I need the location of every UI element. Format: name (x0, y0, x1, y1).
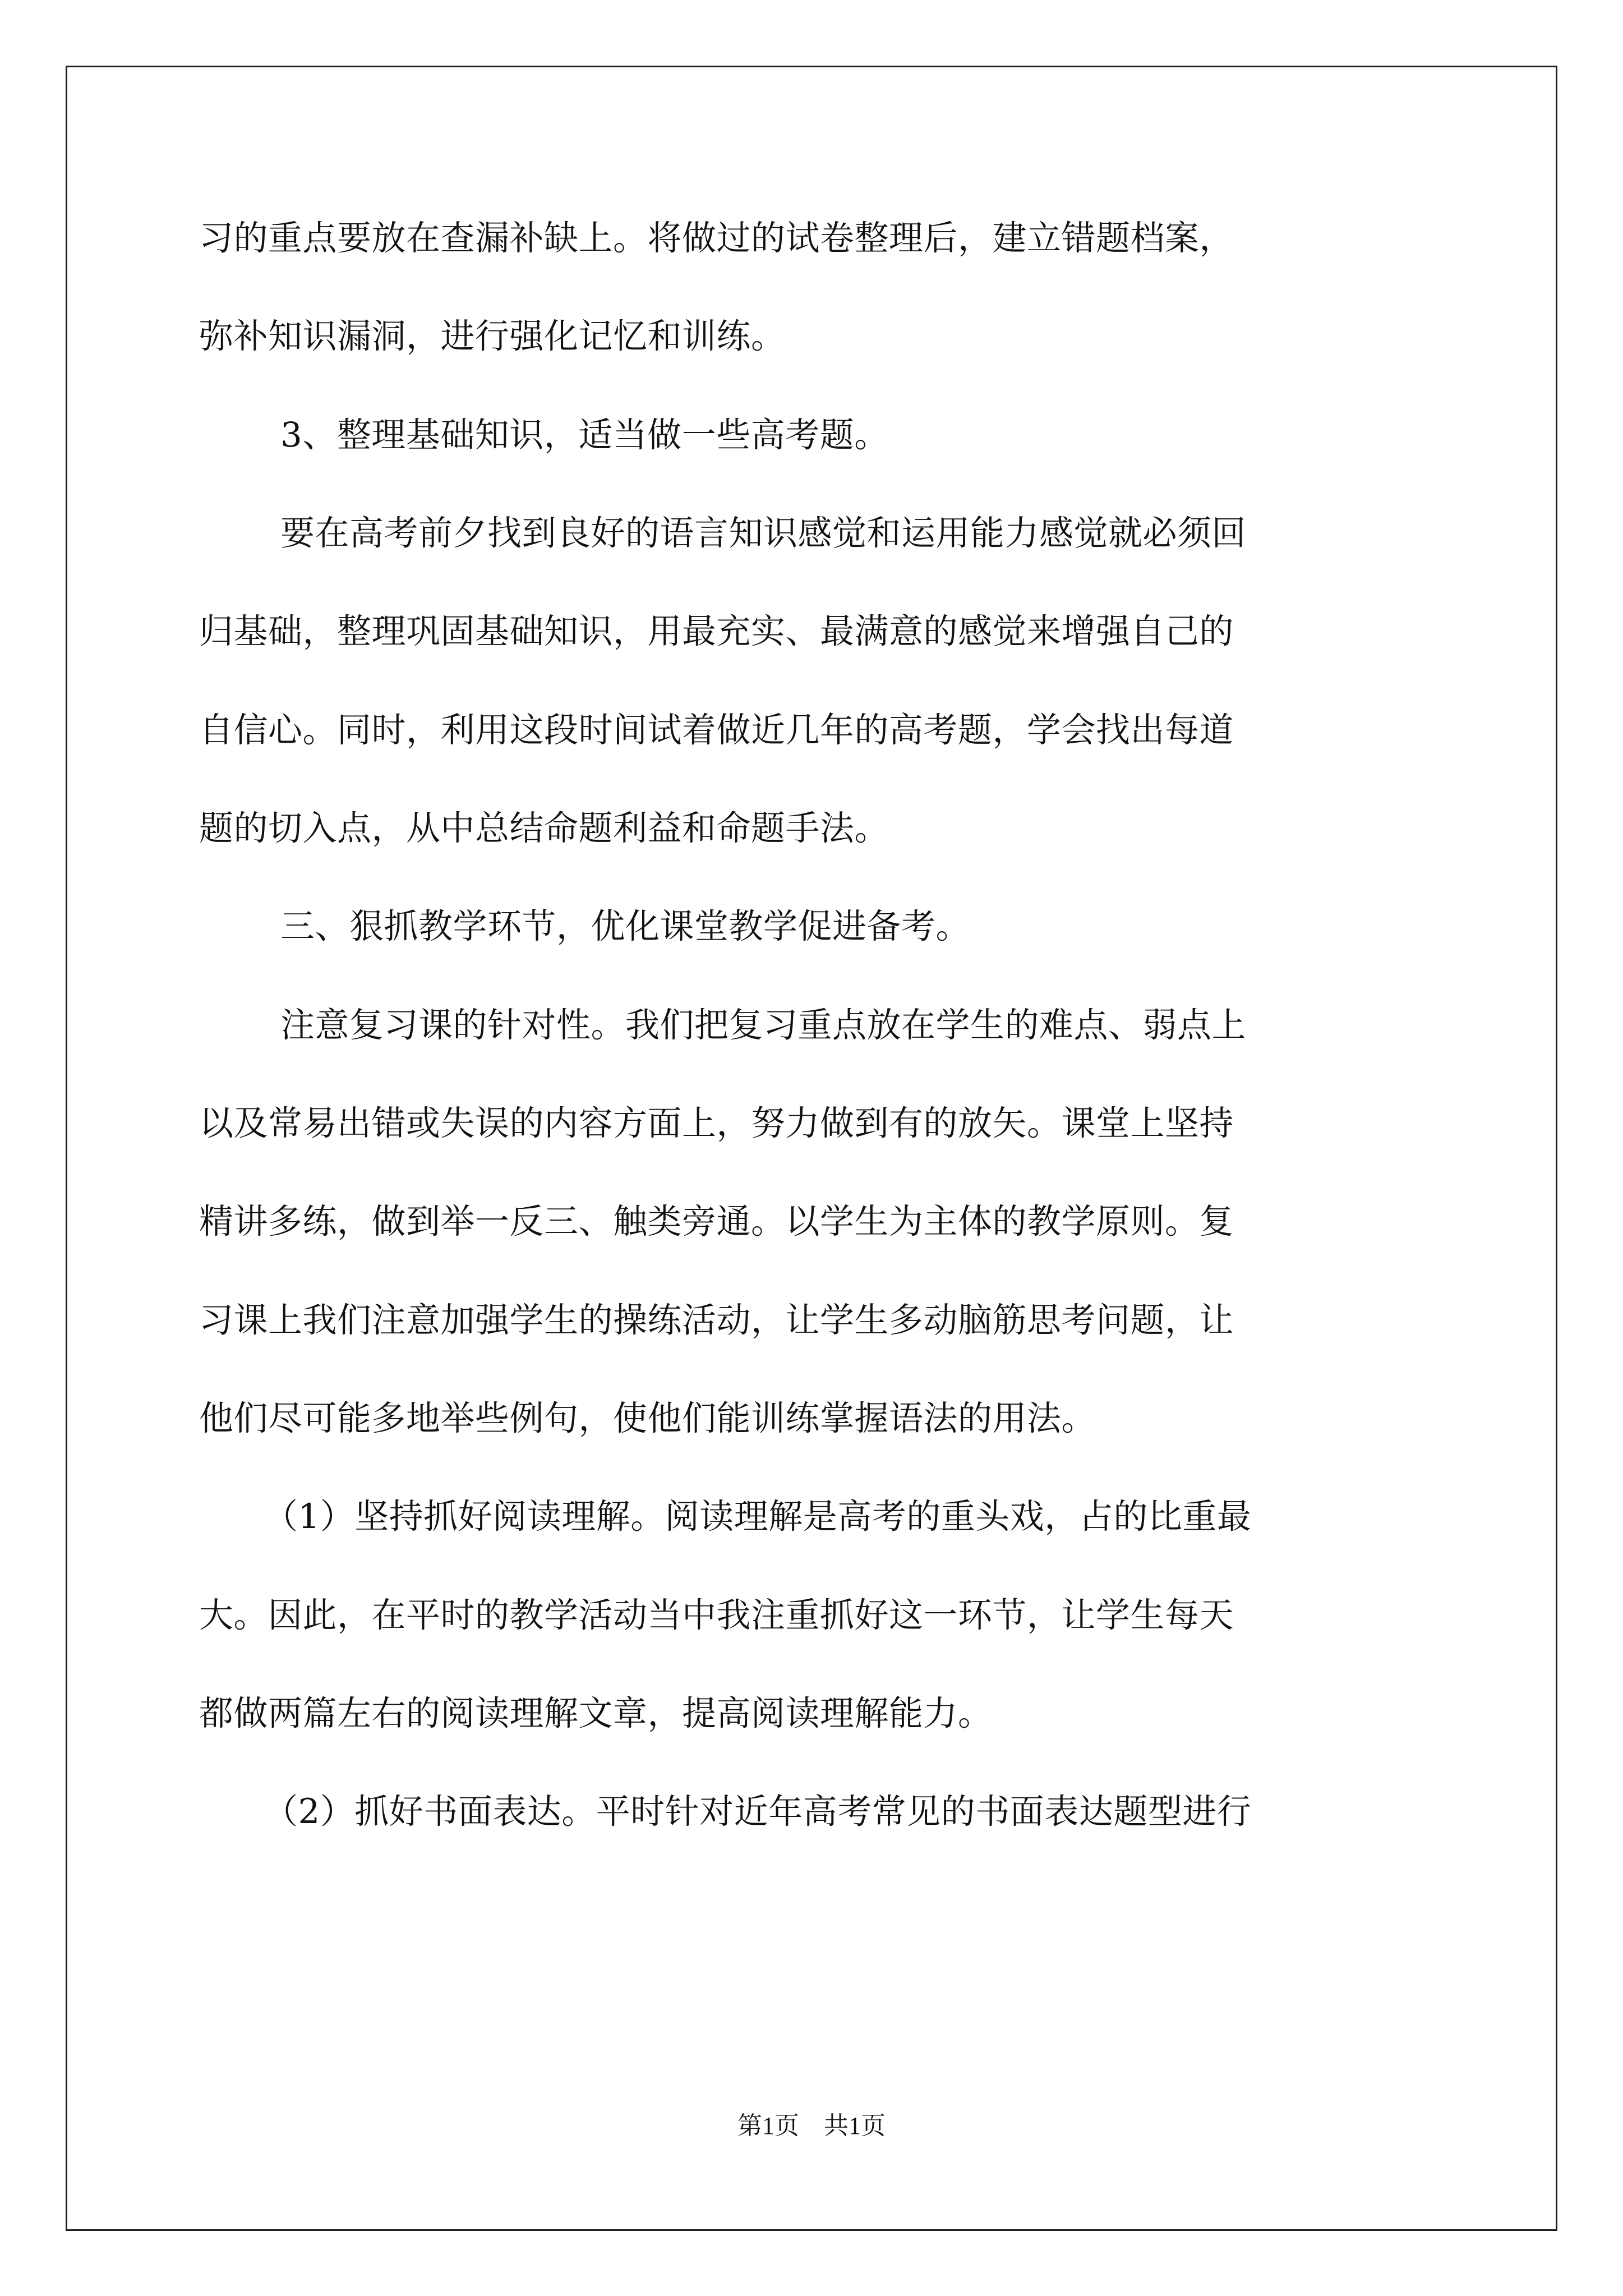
text-line: （2）抓好书面表达。平时针对近年高考常见的书面表达题型进行 (264, 1792, 1252, 1832)
text-line: 归基础，整理巩固基础知识，用最充实、最满意的感觉来增强自己的 (199, 611, 1234, 651)
text-line: 题的切入点，从中总结命题利益和命题手法。 (199, 808, 889, 848)
text-line: 习的重点要放在查漏补缺上。将做过的试卷整理后，建立错题档案， (199, 218, 1234, 258)
page-total: 共1页 (824, 2112, 886, 2139)
text-line: 注意复习课的针对性。我们把复习重点放在学生的难点、弱点上 (280, 1005, 1247, 1045)
page-number: 第1页 (737, 2112, 799, 2139)
heading-line: 3、整理基础知识，适当做一些高考题。 (280, 415, 889, 455)
text-line: 弥补知识漏洞，进行强化记忆和训练。 (199, 316, 786, 356)
text-line: 精讲多练，做到举一反三、触类旁通。以学生为主体的教学原则。复 (199, 1202, 1234, 1241)
text-line: （1）坚持抓好阅读理解。阅读理解是高考的重头戏，占的比重最 (264, 1497, 1252, 1536)
heading-line: 三、狠抓教学环节，优化课堂教学促进备考。 (280, 907, 971, 946)
text-line: 都做两篇左右的阅读理解文章，提高阅读理解能力。 (199, 1694, 993, 1733)
text-line: 以及常易出错或失误的内容方面上，努力做到有的放矢。课堂上坚持 (199, 1103, 1234, 1143)
text-line: 自信心。同时，利用这段时间试着做近几年的高考题，学会找出每道 (199, 710, 1234, 750)
text-line: 大。因此，在平时的教学活动当中我注重抓好这一环节，让学生每天 (199, 1595, 1234, 1635)
page-footer (0, 2109, 1623, 2143)
text-line: 习课上我们注意加强学生的操练活动，让学生多动脑筋思考问题，让 (199, 1300, 1234, 1340)
text-line: 他们尽可能多地举些例句，使他们能训练掌握语法的用法。 (199, 1398, 1096, 1438)
text-line: 要在高考前夕找到良好的语言知识感觉和运用能力感觉就必须回 (280, 513, 1247, 553)
